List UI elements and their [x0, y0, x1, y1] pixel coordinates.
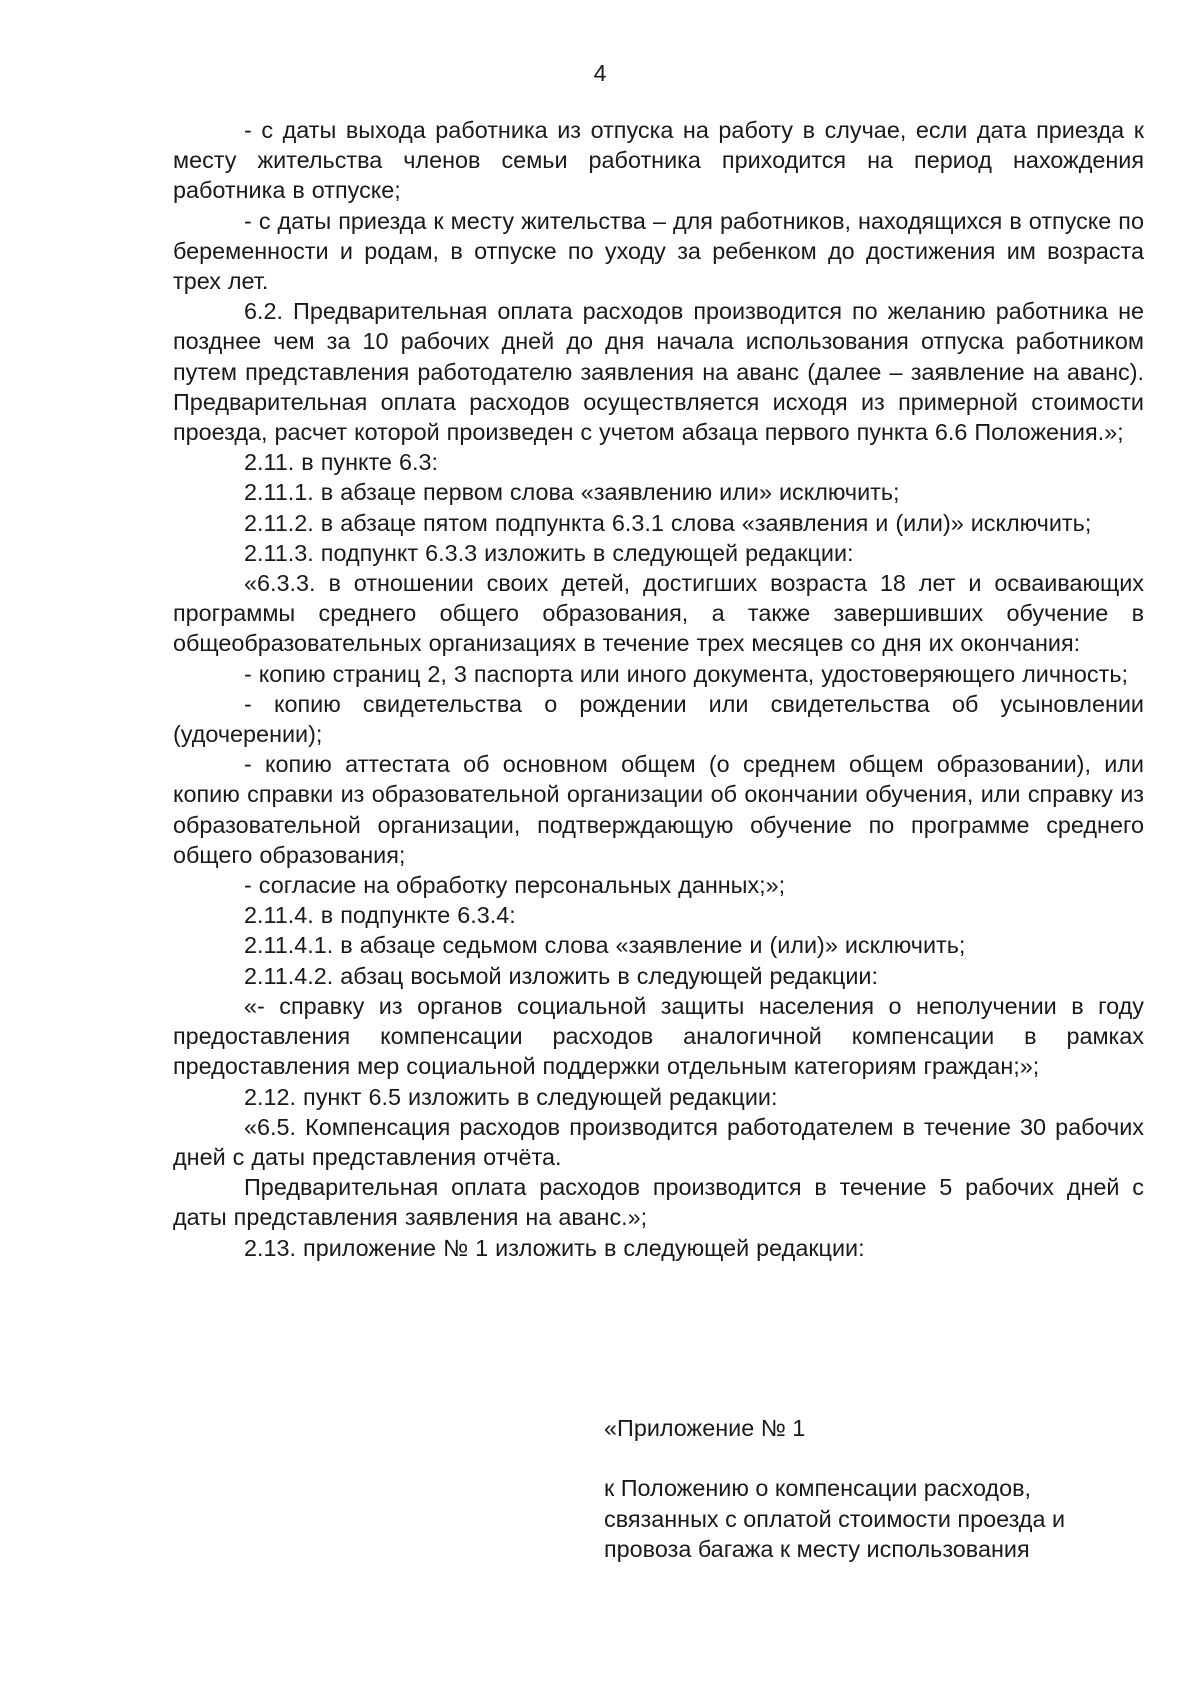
paragraph: 6.2. Предварительная оплата расходов производится по желанию работника не позднее чем за 10 рабочих дней до дня начала использования отпуска работником путем представления работодателю заявления на аванс (далее – заявление на аванс). Предварительная оплата расходов осуществляется исходя из примерной стоимости проезда, расчет которой произведен с учетом абзаца первого пункта 6.6 Положения.»;: [173, 298, 1144, 446]
appendix-line: связанных с оплатой стоимости проезда и: [604, 1505, 1066, 1532]
paragraph: 2.11.4.1. в абзаце седьмом слова «заявление и (или)» исключить;: [244, 932, 966, 959]
appendix-title: «Приложение № 1: [604, 1415, 806, 1441]
paragraph: - копию аттестата об основном общем (о среднем общем образовании), или копию справки из образовательной организации об окончании обучения, или справку из образовательной организации, подтверждающую обучение по программе среднего общего образования;: [173, 751, 1144, 868]
paragraph: - с даты приезда к месту жительства – для работников, находящихся в отпуске по беременности и родам, в отпуске по уходу за ребенком до достижения им возраста трех лет.: [173, 207, 1144, 295]
paragraph: «6.5. Компенсация расходов производится работодателем в течение 30 рабочих дней с даты представления отчёта.: [173, 1113, 1144, 1170]
page-number: 4: [593, 60, 607, 86]
paragraph: - копию свидетельства о рождении или свидетельства об усыновлении (удочерении);: [173, 690, 1144, 748]
appendix-line: провоза багажа к месту использования: [604, 1535, 1030, 1562]
paragraph: «- справку из органов социальной защиты населения о неполучении в году предоставления компенсации расходов аналогичной компенсации в рамках предоставления мер социальной поддержки отдельным категориям граждан;»;: [173, 992, 1144, 1080]
paragraph: 2.13. приложение № 1 изложить в следующей редакции:: [244, 1234, 865, 1261]
appendix-heading: [604, 1413, 1144, 1564]
appendix-spacer: [604, 1443, 1144, 1473]
paragraph: - с даты выхода работника из отпуска на работу в случае, если дата приезда к месту жительства членов семьи работника приходится на период нахождения работника в отпуске;: [173, 117, 1144, 204]
paragraph: «6.3.3. в отношении своих детей, достигших возраста 18 лет и осваивающих программы среднего общего образования, а также завершивших обучение в общеобразовательных организациях в течение трех месяцев со дня их окончания:: [173, 570, 1144, 657]
paragraph: 2.11.3. подпункт 6.3.3 изложить в следующей редакции:: [244, 539, 854, 566]
paragraph: Предварительная оплата расходов производится в течение 5 рабочих дней с даты представления заявления на аванс.»;: [173, 1174, 1144, 1231]
paragraph: 2.12. пункт 6.5 изложить в следующей редакции:: [244, 1083, 778, 1110]
appendix-line: к Положению о компенсации расходов,: [604, 1475, 1032, 1502]
paragraph: 2.11.2. в абзаце пятом подпункта 6.3.1 слова «заявления и (или)» исключить;: [244, 509, 1092, 536]
paragraph: 2.11.4. в подпункте 6.3.4:: [244, 902, 516, 929]
paragraph: 2.11. в пункте 6.3:: [244, 449, 438, 476]
paragraph: - согласие на обработку персональных данных;»;: [244, 872, 786, 899]
paragraph: - копию страниц 2, 3 паспорта или иного документа, удостоверяющего личность;: [244, 660, 1129, 687]
paragraph: 2.11.1. в абзаце первом слова «заявлению или» исключить;: [244, 479, 900, 506]
paragraph: 2.11.4.2. абзац восьмой изложить в следующей редакции:: [244, 962, 878, 989]
document-body: [173, 115, 1144, 1263]
